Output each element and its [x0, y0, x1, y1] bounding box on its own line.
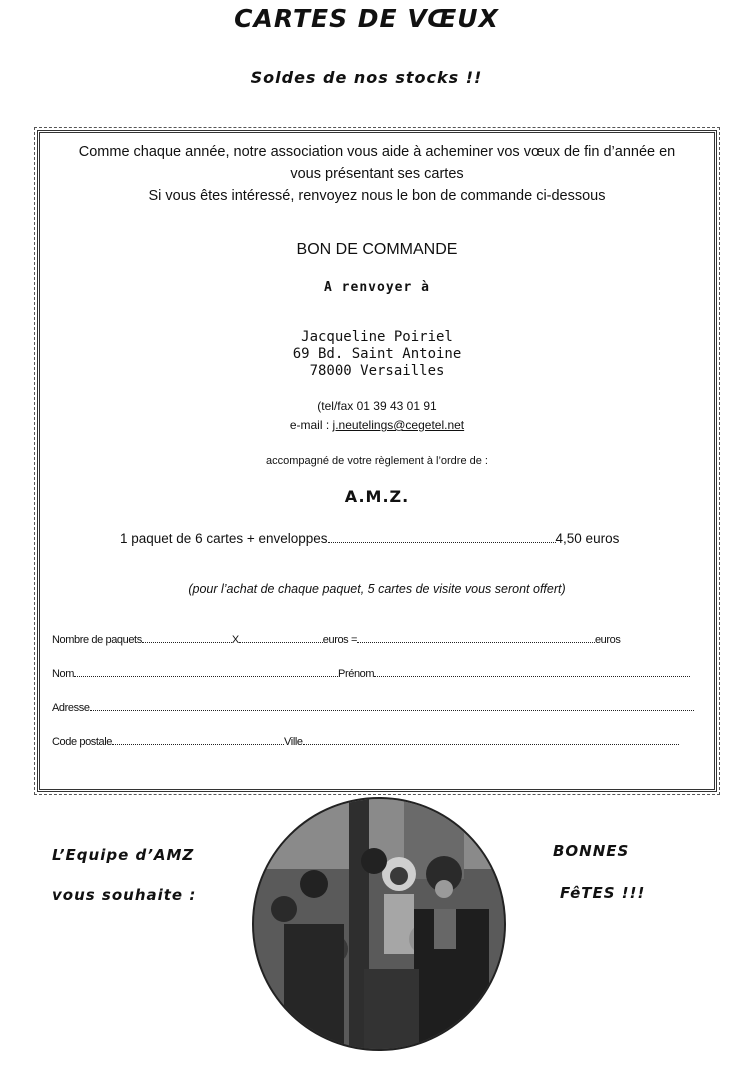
intro-line-3: Si vous êtes intéressé, renvoyez nous le bon de commande ci-dessous	[148, 188, 606, 204]
postal-row	[52, 735, 679, 748]
unit-price-field[interactable]	[239, 633, 323, 643]
price-value: 4,50 euros	[555, 531, 620, 546]
ville-label: Ville	[284, 736, 303, 748]
x-label: X	[231, 634, 239, 646]
greeting-line-1: BONNES	[553, 842, 630, 860]
euros-equals-label: euros =	[322, 634, 357, 646]
quantity-row	[52, 633, 621, 646]
order-title: BON DE COMMANDE	[296, 241, 458, 258]
payee-name: A.M.Z.	[344, 487, 410, 506]
address-street: 69 Bd. Saint Antoine	[292, 346, 462, 362]
email-label: e-mail :	[289, 418, 333, 432]
intro-text	[40, 141, 714, 207]
price-item: 1 paquet de 6 cartes + enveloppes	[120, 531, 328, 546]
address-city: 78000 Versailles	[309, 363, 445, 379]
team-greeting-line-1: L’Equipe d’AMZ	[52, 846, 195, 864]
email-line	[40, 418, 714, 432]
send-to-label: A renvoyer à	[324, 280, 430, 295]
page-subtitle: Soldes de nos stocks !!	[250, 68, 483, 87]
address-row	[52, 701, 694, 714]
team-greeting-line-2: vous souhaite :	[52, 886, 197, 904]
prenom-label: Prénom	[338, 668, 375, 680]
code-postal-field[interactable]	[112, 735, 284, 745]
payment-instruction: accompagné de votre règlement à l’ordre de :	[266, 455, 488, 467]
group-photo-illustration	[254, 799, 504, 1049]
price-dots	[328, 533, 556, 543]
prenom-field[interactable]	[374, 667, 690, 677]
offer-note: (pour l’achat de chaque paquet, 5 cartes de visite vous seront offert)	[188, 582, 566, 596]
ville-field[interactable]	[303, 735, 679, 745]
quantity-label: Nombre de paquets	[52, 634, 142, 646]
adresse-field[interactable]	[90, 701, 694, 711]
code-postal-label: Code postale	[52, 736, 113, 748]
euros-label: euros	[594, 634, 621, 646]
price-line	[120, 531, 619, 546]
greeting-line-2: FêTES !!!	[560, 884, 646, 902]
address-name: Jacqueline Poiriel	[301, 329, 453, 345]
email-link[interactable]: j.neutelings@cegetel.net	[332, 418, 465, 432]
postal-address	[40, 329, 714, 380]
quantity-field[interactable]	[142, 633, 232, 643]
total-field[interactable]	[357, 633, 595, 643]
adresse-label: Adresse	[52, 702, 90, 714]
page-title: CARTES DE VŒUX	[234, 4, 499, 33]
order-form-box	[37, 130, 717, 792]
intro-line-2: vous présentant ses cartes	[290, 166, 464, 182]
phone-fax: (tel/fax 01 39 43 01 91	[317, 399, 437, 413]
nom-field[interactable]	[74, 667, 338, 677]
circular-photo	[252, 797, 506, 1051]
nom-label: Nom	[52, 668, 75, 680]
intro-line-1: Comme chaque année, notre association vous aide à acheminer vos vœux de fin d’année en	[78, 144, 676, 160]
name-row	[52, 667, 690, 680]
